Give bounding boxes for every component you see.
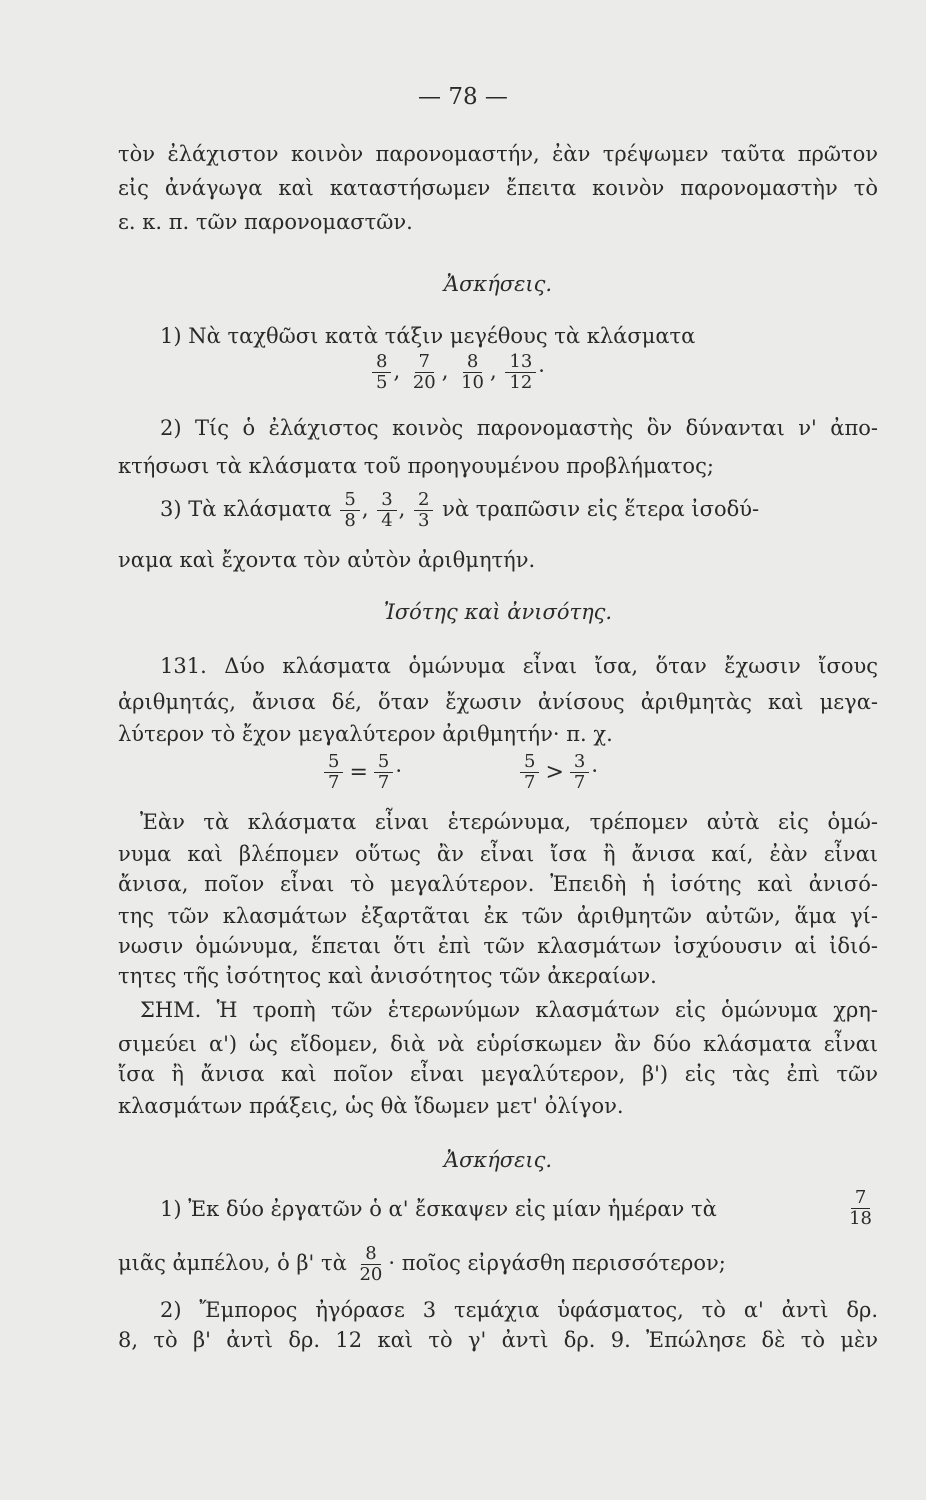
fraction: $\frac{5}{8}$: [340, 490, 359, 531]
text-line: της τῶν κλασμάτων ἐξαρτᾶται ἐκ τῶν ἀριθμητῶν αὐτῶν, ἅμα γί-: [118, 904, 878, 928]
text-line: ΣΗΜ. Ἡ τροπὴ τῶν ἑτερωνύμων κλασμάτων εἰς ὁμώνυμα χρη-: [140, 998, 878, 1022]
fraction-list: $\frac{8}{5}$ , $\frac{7}{20}$ , $\frac{8}{10}$ , $\frac{13}{12}$ ·: [370, 352, 926, 393]
text-line: ἴσα ἢ ἄνισα καὶ ποῖον εἶναι μεγαλύτερον, β') εἰς τὰς ἐπὶ τῶν: [118, 1062, 878, 1086]
text-line: τὸν ἐλάχιστον κοινὸν παρονομαστήν, ἐὰν τρέψωμεν ταῦτα πρῶτον: [118, 142, 878, 166]
text-line: νυμα καὶ βλέπομεν οὕτως ἂν εἶναι ἴσα ἢ ἄνισα καί, ἐὰν εἶναι: [118, 842, 878, 866]
section-heading: Ἰσότης καὶ ἀνισότης.: [383, 600, 613, 624]
text-line: 2) Ἔμπορος ἠγόρασε 3 τεμάχια ὑφάσματος, τὸ α' ἀντὶ δρ.: [160, 1298, 878, 1322]
text-line: 3) Τὰ κλάσματα $\frac{5}{8}$ , $\frac{3}{4}$ , $\frac{2}{3}$ νὰ τραπῶσιν εἰς ἕτερα ἰσοδύ-: [160, 489, 760, 531]
text-line: μιᾶς ἀμπέλου, ὁ β' τὰ $\frac{8}{20}$ · ποῖος εἰργάσθη περισσότερον;: [118, 1243, 726, 1285]
text-line: σιμεύει α') ὡς εἴδομεν, διὰ νὰ εὑρίσκωμεν ἂν δύο κλάσματα εἶναι: [118, 1032, 878, 1056]
fraction: $\frac{13}{12}$: [505, 352, 536, 393]
text-line: 131. Δύο κλάσματα ὁμώνυμα εἶναι ἴσα, ὅταν ἔχωσιν ἴσους: [160, 654, 878, 678]
fraction: $\frac{5}{7}$: [520, 752, 539, 793]
equality-example: $\frac{5}{7}$ = $\frac{5}{7}$ ·: [322, 752, 926, 793]
text-line: Ἐὰν τὰ κλάσματα εἶναι ἑτερώνυμα, τρέπομεν αὐτὰ εἰς ὁμώ-: [140, 810, 878, 834]
fraction: $\frac{7}{20}$: [412, 351, 436, 393]
inequality-example: $\frac{5}{7}$ > $\frac{3}{7}$ ·: [518, 752, 926, 793]
fraction: $\frac{3}{4}$: [377, 490, 396, 531]
fraction: $\frac{5}{7}$: [324, 752, 343, 793]
text-line: 8, τὸ β' ἀντὶ δρ. 12 καὶ τὸ γ' ἀντὶ δρ. 9. Ἐπώλησε δὲ τὸ μὲν: [118, 1328, 878, 1352]
text-line: ἄνισα, ποῖον εἶναι τὸ μεγαλύτερον. Ἐπειδὴ ἡ ἰσότης καὶ ἀνισό-: [118, 872, 878, 896]
fraction: $\frac{8}{20}$: [359, 1243, 383, 1285]
fraction: $\frac{3}{7}$: [570, 752, 589, 793]
fraction: $\frac{2}{3}$: [414, 490, 433, 531]
text-line: κλασμάτων πράξεις, ὡς θὰ ἴδωμεν μετ' ὀλίγον.: [118, 1094, 624, 1118]
text-line: ε. κ. π. τῶν παρονομαστῶν.: [118, 210, 413, 234]
text-line: ἀριθμητάς, ἄνισα δέ, ὅταν ἔχωσιν ἀνίσους ἀριθμητὰς καὶ μεγα-: [118, 690, 878, 714]
fraction: $\frac{8}{10}$: [461, 351, 485, 393]
text-line: 1) Ἐκ δύο ἐργατῶν ὁ α' ἔσκαψεν εἰς μίαν ἡμέραν τὰ $\frac{7}{18}$: [160, 1188, 878, 1229]
fraction: $\frac{7}{18}$: [849, 1187, 872, 1229]
text-line: εἰς ἀνάγωγα καὶ καταστήσωμεν ἔπειτα κοινὸν παρονομαστὴν τὸ: [118, 176, 878, 200]
page-number: — 78 —: [418, 84, 508, 110]
text-line: κτήσωσι τὰ κλάσματα τοῦ προηγουμένου προβλήματος;: [118, 454, 714, 478]
section-heading: Ἀσκήσεις.: [443, 272, 553, 296]
text-line: ναμα καὶ ἔχοντα τὸν αὐτὸν ἀριθμητήν.: [118, 548, 536, 572]
text-line: 2) Τίς ὁ ἐλάχιστος κοινὸς παρονομαστὴς ὃν δύνανται ν' ἀπο-: [160, 416, 878, 440]
fraction: $\frac{5}{7}$: [374, 752, 393, 793]
text-line: τητες τῆς ἰσότητος καὶ ἀνισότητος τῶν ἀκεραίων.: [118, 964, 657, 988]
text-line: 1) Νὰ ταχθῶσι κατὰ τάξιν μεγέθους τὰ κλάσματα: [160, 324, 696, 348]
text-line: λύτερον τὸ ἔχον μεγαλύτερον ἀριθμητήν· π. χ.: [118, 722, 613, 746]
section-heading: Ἀσκήσεις.: [443, 1148, 553, 1172]
fraction: $\frac{8}{5}$: [372, 352, 391, 393]
text-line: νωσιν ὁμώνυμα, ἕπεται ὅτι ἐπὶ τῶν κλασμάτων ἰσχύουσιν αἱ ἰδιό-: [118, 934, 878, 958]
